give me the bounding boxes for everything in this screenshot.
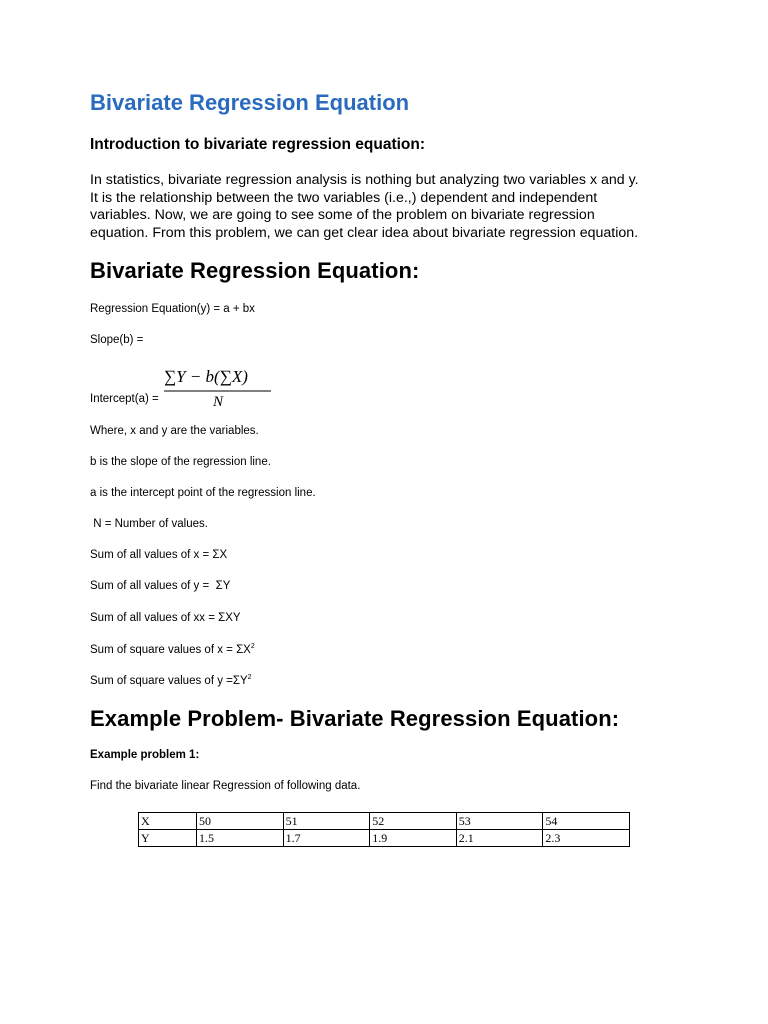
- definition-text: Sum of square values of x = ΣX: [90, 644, 251, 656]
- table-cell: Y: [139, 830, 197, 847]
- intercept-label: Intercept(a) =: [90, 393, 159, 405]
- table-cell: 1.5: [197, 830, 284, 847]
- table-row: [139, 813, 630, 830]
- intro-line: variables. Now, we are going to see some of the problem on bivariate regression: [90, 207, 595, 223]
- definition-line-squared-x: [90, 643, 255, 656]
- table-cell: 50: [197, 813, 284, 830]
- slope-label: Slope(b) =: [90, 334, 144, 346]
- table-cell: X: [139, 813, 197, 830]
- table-cell: 2.1: [456, 830, 543, 847]
- definition-line: Sum of all values of xx = ΣXY: [90, 612, 241, 624]
- definition-line: a is the intercept point of the regression line.: [90, 487, 316, 499]
- regression-equation: Regression Equation(y) = a + bx: [90, 303, 255, 315]
- intro-line: It is the relationship between the two variables (i.e.,) dependent and independent: [90, 189, 598, 206]
- definition-line: N = Number of values.: [90, 518, 208, 530]
- definition-text: Sum of square values of y =ΣY: [90, 675, 248, 687]
- formula-denominator: N: [213, 394, 224, 410]
- example-heading: Example Problem- Bivariate Regression Equation:: [90, 706, 620, 731]
- superscript: 2: [250, 643, 255, 650]
- table-cell: 1.7: [283, 830, 370, 847]
- definition-line: Sum of all values of y = ΣY: [90, 580, 231, 592]
- intro-line: In statistics, bivariate regression analysis is nothing but analyzing two variables x and y.: [90, 172, 639, 188]
- definition-line: b is the slope of the regression line.: [90, 456, 271, 468]
- definition-line: Sum of all values of x = ΣX: [90, 549, 228, 561]
- table-row: [139, 830, 630, 847]
- table-cell: 52: [370, 813, 457, 830]
- table-cell: 54: [543, 813, 630, 830]
- definition-line-squared-y: [90, 674, 252, 687]
- intercept-formula: [162, 358, 274, 410]
- table-cell: 51: [283, 813, 370, 830]
- data-table: [138, 812, 630, 847]
- page-title: Bivariate Regression Equation: [90, 90, 410, 115]
- example-problem-text: Find the bivariate linear Regression of following data.: [90, 780, 361, 792]
- formula-numerator: ∑Y − b(∑X): [164, 367, 248, 386]
- intro-line: equation. From this problem, we can get clear idea about bivariate regression equation.: [90, 224, 639, 241]
- superscript: 2: [247, 674, 252, 681]
- section-heading: Bivariate Regression Equation:: [90, 258, 420, 283]
- intro-heading: Introduction to bivariate regression equation:: [90, 136, 426, 153]
- table-cell: 2.3: [543, 830, 630, 847]
- intro-paragraph: [90, 172, 690, 242]
- definition-line: Where, x and y are the variables.: [90, 425, 259, 437]
- table-cell: 53: [456, 813, 543, 830]
- table-cell: 1.9: [370, 830, 457, 847]
- example-problem-label: Example problem 1:: [90, 749, 200, 761]
